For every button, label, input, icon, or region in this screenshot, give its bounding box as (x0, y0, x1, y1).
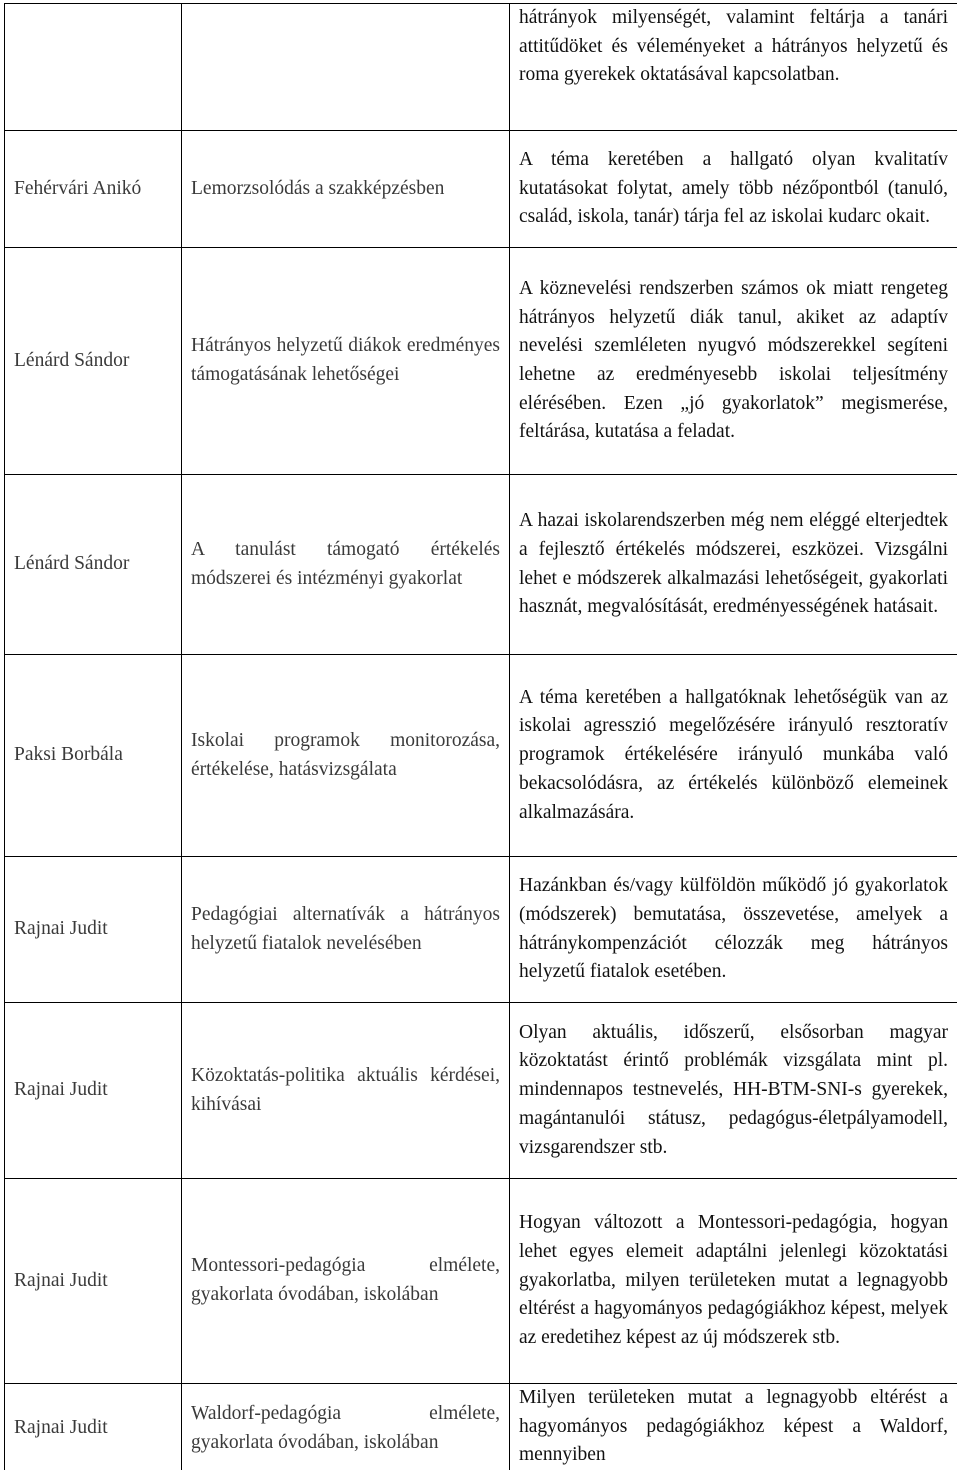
supervisor-cell: Paksi Borbála (5, 655, 182, 857)
table-row (5, 248, 958, 475)
table-row (5, 131, 958, 248)
topic-title-cell: Waldorf-pedagógia elmélete, gyakorlata óvodában, iskolában (182, 1384, 510, 1470)
supervisor-cell: Lénárd Sándor (5, 248, 182, 475)
topic-title-cell: Közoktatás-politika aktuális kérdései, kihívásai (182, 1003, 510, 1179)
topic-description-cell: Milyen területeken mutat a legnagyobb eltérést a hagyományos pedagógiákhoz képest a Waldorf, mennyiben (510, 1384, 958, 1470)
topic-title-cell: Hátrányos helyzetű diákok eredményes támogatásának lehetőségei (182, 248, 510, 475)
topic-title-cell: Montessori-pedagógia elmélete, gyakorlata óvodában, iskolában (182, 1179, 510, 1384)
topic-title-cell (182, 4, 510, 131)
topic-description-cell: Hazánkban és/vagy külföldön működő jó gyakorlatok (módszerek) bemutatása, összevetése, amelyek a hátránykompenzációt célozzák meg hátrányos helyzetű fiatalok esetében. (510, 857, 958, 1003)
table-row (5, 475, 958, 655)
supervisor-cell (5, 4, 182, 131)
supervisor-cell: Rajnai Judit (5, 1384, 182, 1470)
topic-description-cell: Hogyan változott a Montessori-pedagógia, hogyan lehet egyes elemeit adaptálni jelenlegi közoktatási gyakorlatba, milyen területeken mutat a legnagyobb eltérést a hagyományos pedagógiákhoz képest, melyek az eredetihez képest az új módszerek stb. (510, 1179, 958, 1384)
document-page (4, 3, 957, 1470)
topic-title-cell: Pedagógiai alternatívák a hátrányos helyzetű fiatalok nevelésében (182, 857, 510, 1003)
supervisor-cell: Rajnai Judit (5, 1179, 182, 1384)
supervisor-cell: Rajnai Judit (5, 1003, 182, 1179)
topic-description-cell: A téma keretében a hallgató olyan kvalitatív kutatásokat folytat, amely több nézőpontból (tanuló, család, iskola, tanár) tárja fel az iskolai kudarc okait. (510, 131, 958, 248)
topic-description-cell: hátrányok milyenségét, valamint feltárja a tanári attitűdöket és véleményeket a hátrányos helyzetű és roma gyerekek oktatásával kapcsolatban. (510, 4, 958, 131)
supervisor-cell: Fehérvári Anikó (5, 131, 182, 248)
topic-description-cell: Olyan aktuális, időszerű, elsősorban magyar közoktatást érintő problémák vizsgálata mint pl. mindennapos testnevelés, HH-BTM-SNI-s gyerekek, magántanulói státusz, pedagógus-életpályamodell, vizsgarendszer stb. (510, 1003, 958, 1179)
topic-description-cell: A hazai iskolarendszerben még nem eléggé elterjedtek a fejlesztő értékelés módszerei, eszközei. Vizsgálni lehet e módszerek alkalmazási lehetőségeit, gyakorlati hasznát, megvalósítását, eredményességének hatásait. (510, 475, 958, 655)
topic-title-cell: Lemorzsolódás a szakképzésben (182, 131, 510, 248)
topic-description-cell: A téma keretében a hallgatóknak lehetőségük van az iskolai agresszió megelőzésére irányuló resztoratív programok értékelésére irányuló munkába való bekacsolódásra, az értékelés különböző elemeinek alkalmazására. (510, 655, 958, 857)
table-row (5, 1384, 958, 1470)
supervisor-cell: Rajnai Judit (5, 857, 182, 1003)
topic-description-cell: A köznevelési rendszerben számos ok miatt rengeteg hátrányos helyzetű diák tanul, akiket az adaptív nevelési szemléleten nyugvó módszerekkel segíteni lehetne az eredményesebb iskolai teljesítmény elérésében. Ezen „jó gyakorlatok” megismerése, feltárása, kutatása a feladat. (510, 248, 958, 475)
topic-title-cell: A tanulást támogató értékelés módszerei és intézményi gyakorlat (182, 475, 510, 655)
table-row (5, 1179, 958, 1384)
supervisor-cell: Lénárd Sándor (5, 475, 182, 655)
topic-title-cell: Iskolai programok monitorozása, értékelése, hatásvizsgálata (182, 655, 510, 857)
table-row (5, 857, 958, 1003)
table-row (5, 1003, 958, 1179)
topics-table (4, 3, 957, 1470)
table-row (5, 4, 958, 131)
table-row (5, 655, 958, 857)
